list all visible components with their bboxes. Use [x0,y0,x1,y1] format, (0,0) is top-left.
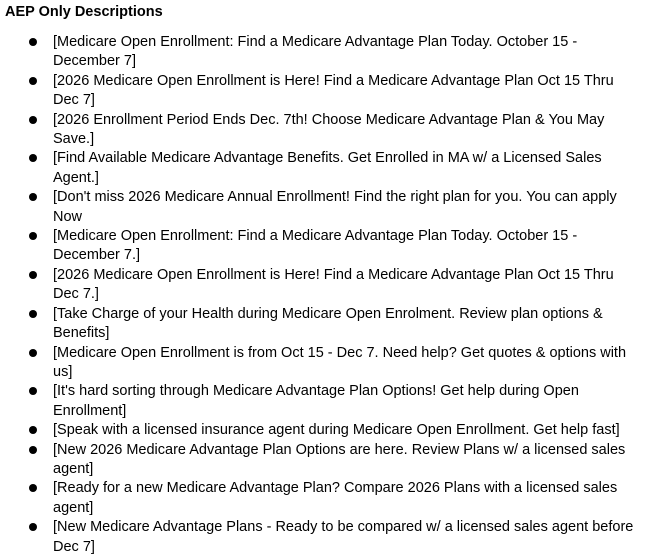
list-item-text: [2026 Medicare Open Enrollment is Here! Find a Medicare Advantage Plan Oct 15 Thru Dec 7] [53,72,614,109]
list-item [0,441,650,480]
list-item [0,518,650,557]
list-item [0,149,650,188]
list-item-text: [Take Charge of your Health during Medicare Open Enrolment. Review plan options & Benefits] [53,305,603,342]
list-item [0,227,650,266]
bullet-icon [29,154,37,162]
list-item-text: [Ready for a new Medicare Advantage Plan? Compare 2026 Plans with a licensed sales agent] [53,480,618,516]
bullet-icon [29,349,37,357]
list-item-text: [New Medicare Advantage Plans - Ready to be compared w/ a licensed sales agent before Dec 7] [53,519,634,555]
list-item-text: [Find Available Medicare Advantage Benefits. Get Enrolled in MA w/ a Licensed Sales Agent.] [53,150,602,186]
list-item [0,344,650,383]
list-item [0,479,650,518]
list-item-text: [Medicare Open Enrollment is from Oct 15 - Dec 7. Need help? Get quotes & options with us] [53,344,627,380]
list-item [0,421,650,440]
bullet-icon [29,310,37,318]
description-list [0,33,650,557]
list-item-text: [New 2026 Medicare Advantage Plan Options are here. Review Plans w/ a licensed sales agent] [53,441,626,477]
bullet-icon [29,484,37,492]
bullet-icon [29,271,37,279]
list-item-text: [2026 Enrollment Period Ends Dec. 7th! Choose Medicare Advantage Plan & You May Save.] [53,111,605,148]
bullet-icon [29,387,37,395]
bullet-icon [29,446,37,454]
list-item [0,111,650,150]
bullet-icon [29,193,37,201]
bullet-icon [29,116,37,124]
list-item [0,305,650,344]
list-item [0,72,650,111]
bullet-icon [29,426,37,434]
list-item-text: [2026 Medicare Open Enrollment is Here! Find a Medicare Advantage Plan Oct 15 Thru Dec 7.] [53,266,614,303]
list-item-text: [Don't miss 2026 Medicare Annual Enrollment! Find the right plan for you. You can apply Now [53,189,617,225]
document-heading: AEP Only Descriptions [5,4,163,20]
bullet-icon [29,232,37,240]
list-item-text: [It's hard sorting through Medicare Advantage Plan Options! Get help during Open Enrollment] [53,383,579,419]
list-item-text: [Medicare Open Enrollment: Find a Medicare Advantage Plan Today. October 15 - December 7.] [53,228,578,264]
list-item [0,382,650,421]
list-item [0,266,650,305]
list-item [0,33,650,72]
list-item-text: [Speak with a licensed insurance agent during Medicare Open Enrollment. Get help fast] [53,422,620,439]
bullet-icon [29,523,37,531]
bullet-icon [29,77,37,85]
list-item-text: [Medicare Open Enrollment: Find a Medicare Advantage Plan Today. October 15 - December 7] [53,34,578,70]
list-item [0,188,650,227]
bullet-icon [29,38,37,46]
